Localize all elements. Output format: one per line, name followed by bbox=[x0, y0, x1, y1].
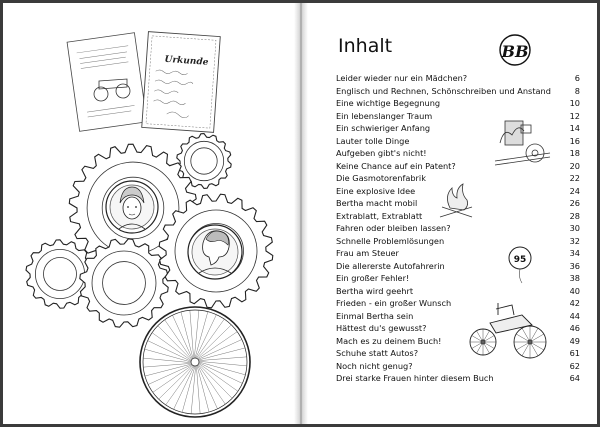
toc-entry-title: Schuhe statt Autos? bbox=[336, 348, 419, 358]
table-of-contents bbox=[336, 72, 580, 385]
toc-entry-title: Ein schwieriger Anfang bbox=[336, 123, 431, 133]
toc-entry-page: 28 bbox=[569, 210, 580, 221]
toc-entry bbox=[336, 85, 580, 98]
toc-entry-page: 62 bbox=[569, 360, 580, 371]
left-page-illustration bbox=[3, 3, 300, 424]
toc-entry-title: Hättest du's gewusst? bbox=[336, 323, 427, 333]
portrait-bertha-illustration bbox=[106, 181, 158, 233]
toc-entry-page: 22 bbox=[569, 173, 580, 183]
toc-entry bbox=[336, 247, 580, 260]
toc-entry-title: Lauter tolle Dinge bbox=[336, 135, 410, 146]
toc-entry-title: Eine explosive Idee bbox=[336, 185, 416, 196]
toc-entry-page: 24 bbox=[569, 185, 580, 196]
toc-entry-page: 42 bbox=[569, 298, 580, 308]
toc-entry-title: Bertha macht mobil bbox=[336, 198, 418, 208]
toc-entry-page: 49 bbox=[569, 335, 580, 346]
toc-entry-title: Einmal Bertha sein bbox=[336, 310, 414, 321]
bb-logo-text: BB bbox=[501, 42, 529, 61]
toc-entry-page: 32 bbox=[569, 235, 580, 246]
toc-entry-title: Schnelle Problemlösungen bbox=[336, 235, 445, 246]
portrait-woman-profile-illustration bbox=[188, 225, 242, 279]
toc-entry-page: 44 bbox=[569, 310, 580, 321]
toc-entry-title: Die allererste Autofahrerin bbox=[336, 260, 445, 271]
toc-entry-title: Noch nicht genug? bbox=[336, 360, 413, 371]
bb-logo bbox=[500, 35, 530, 65]
book-gutter bbox=[294, 3, 308, 424]
age-95-text: 95 bbox=[513, 255, 527, 265]
toc-entry bbox=[336, 222, 580, 235]
toc-entry-title: Bertha wird geehrt bbox=[336, 285, 414, 296]
toc-entry-page: 34 bbox=[569, 248, 580, 258]
toc-entry-title: Eine wichtige Begegnung bbox=[336, 98, 441, 108]
toc-entry bbox=[336, 360, 580, 373]
toc-entry bbox=[336, 147, 580, 160]
toc-entry-page: 26 bbox=[569, 198, 580, 208]
certificate-heading: Urkunde bbox=[164, 54, 209, 68]
toc-entry-page: 6 bbox=[574, 73, 580, 83]
bicycle-wheel-illustration bbox=[140, 307, 250, 417]
gears-illustration bbox=[26, 134, 273, 328]
toc-entry-page: 36 bbox=[569, 260, 580, 271]
toc-entry-page: 38 bbox=[569, 273, 580, 283]
toc-entry bbox=[336, 235, 580, 248]
toc-entry bbox=[336, 260, 580, 273]
toc-entry bbox=[336, 110, 580, 123]
toc-entry bbox=[336, 372, 580, 385]
toc-entry-title: Mach es zu deinem Buch! bbox=[336, 335, 442, 346]
toc-entry-page: 18 bbox=[569, 148, 580, 158]
toc-entry bbox=[336, 347, 580, 360]
toc-entry bbox=[336, 135, 580, 148]
toc-entry-page: 40 bbox=[569, 285, 580, 296]
toc-entry bbox=[336, 335, 580, 348]
table-of-contents-title: Inhalt bbox=[338, 35, 393, 57]
toc-entry bbox=[336, 160, 580, 173]
toc-entry bbox=[336, 210, 580, 223]
toc-entry bbox=[336, 172, 580, 185]
toc-entry-title: Aufgeben gibt's nicht! bbox=[336, 148, 427, 158]
toc-entry bbox=[336, 285, 580, 298]
toc-entry bbox=[336, 297, 580, 310]
toc-entry-title: Fahren oder bleiben lassen? bbox=[336, 223, 451, 233]
toc-entry-title: Leider wieder nur ein Mädchen? bbox=[336, 73, 468, 83]
toc-entry-page: 30 bbox=[569, 223, 580, 233]
toc-entry-title: Extrablatt, Extrablatt bbox=[336, 210, 423, 221]
toc-entry-page: 20 bbox=[569, 160, 580, 171]
toc-entry-title: Frieden - ein großer Wunsch bbox=[336, 298, 452, 308]
toc-entry-page: 8 bbox=[574, 85, 580, 96]
toc-entry-page: 14 bbox=[569, 123, 580, 133]
book-spread bbox=[3, 3, 597, 424]
right-page bbox=[300, 3, 597, 424]
toc-entry bbox=[336, 197, 580, 210]
toc-entry bbox=[336, 185, 580, 198]
toc-entry-page: 61 bbox=[569, 348, 580, 358]
toc-entry bbox=[336, 72, 580, 85]
toc-entry-page: 10 bbox=[569, 98, 580, 108]
toc-entry-title: Ein lebenslanger Traum bbox=[336, 110, 433, 121]
toc-entry-title: Ein großer Fehler! bbox=[336, 273, 410, 283]
toc-entry-title: Drei starke Frauen hinter diesem Buch bbox=[336, 373, 494, 383]
toc-entry-page: 46 bbox=[569, 323, 580, 333]
toc-entry bbox=[336, 272, 580, 285]
toc-entry-page: 16 bbox=[569, 135, 580, 146]
toc-entry-title: Englisch und Rechnen, Schönschreiben und Anstand bbox=[336, 85, 551, 96]
patent-document-illustration bbox=[67, 33, 147, 132]
certificate-illustration bbox=[142, 32, 221, 133]
left-page bbox=[3, 3, 300, 424]
toc-entry bbox=[336, 97, 580, 110]
toc-entry-title: Die Gasmotorenfabrik bbox=[336, 173, 426, 183]
toc-entry-title: Frau am Steuer bbox=[336, 248, 399, 258]
toc-entry bbox=[336, 122, 580, 135]
toc-entry bbox=[336, 322, 580, 335]
toc-entry-page: 12 bbox=[569, 110, 580, 121]
toc-entry bbox=[336, 310, 580, 323]
toc-entry-page: 64 bbox=[569, 373, 580, 383]
toc-entry-title: Keine Chance auf ein Patent? bbox=[336, 160, 456, 171]
